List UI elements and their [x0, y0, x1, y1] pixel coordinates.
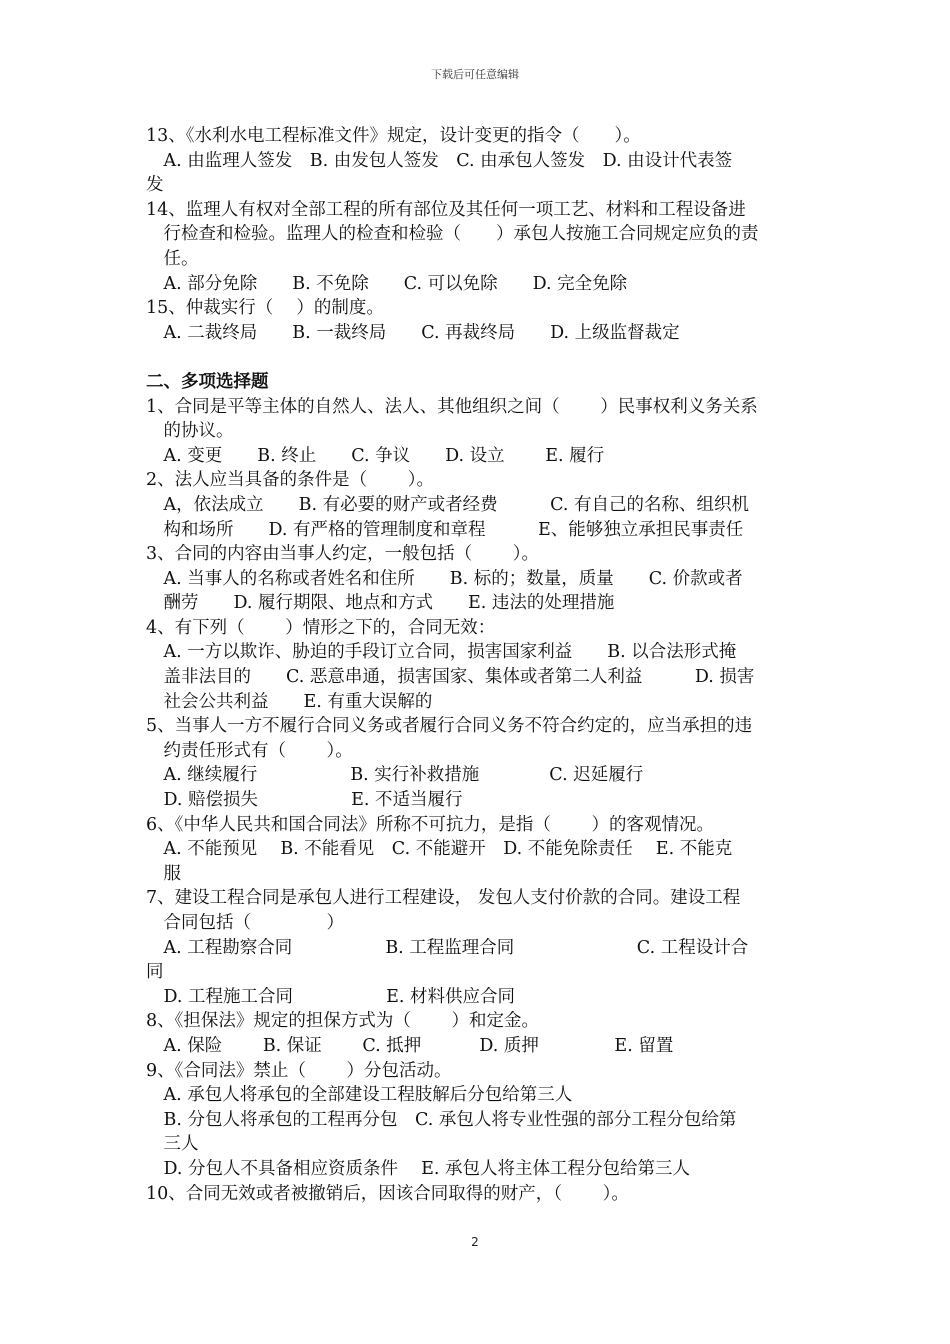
text-line: B. 分包人将承包的工程再分包 C. 承包人将专业性强的部分工程分包给第 — [146, 1109, 737, 1130]
text-line: 3、合同的内容由当事人约定，一般包括（ ）。 — [146, 544, 539, 565]
text-line: 行检查和检验。监理人的检查和检验（ ）承包人按施工合同规定应负的责 — [146, 224, 759, 245]
text-line: 同 — [146, 962, 164, 983]
text-line: 9、《合同法》禁止（ ）分包活动。 — [146, 1060, 452, 1081]
text-line: 2、法人应当具备的条件是（ ）。 — [146, 470, 434, 491]
text-line: A. 承包人将承包的全部建设工程肢解后分包给第三人 — [146, 1085, 573, 1106]
text-line: 4、有下列（ ）情形之下的，合同无效： — [146, 617, 496, 638]
text-line: A. 部分免除 B. 不免除 C. 可以免除 D. 完全免除 — [146, 273, 628, 294]
text-line: 构和场所 D. 有严格的管理制度和章程 E、能够独立承担民事责任 — [146, 519, 744, 540]
section-heading: 二、多项选择题 — [146, 371, 269, 392]
text-line: 15、仲裁实行（ ）的制度。 — [146, 298, 384, 319]
text-line: 13、《水利水电工程标准文件》规定，设计变更的指令（ ）。 — [146, 126, 641, 146]
page-number: 2 — [471, 1235, 479, 1249]
text-line: D. 分包人不具备相应资质条件 E. 承包人将主体工程分包给第三人 — [146, 1158, 690, 1179]
text-line: 酬劳 D. 履行期限、地点和方式 E. 违法的处理措施 — [146, 593, 615, 614]
text-line: A. 一方以欺诈、胁迫的手段订立合同，损害国家利益 B. 以合法形式掩 — [146, 642, 737, 663]
text-line: A. 当事人的名称或者姓名和住所 B. 标的；数量，质量 C. 价款或者 — [146, 568, 743, 589]
text-line: 发 — [146, 175, 164, 196]
text-line: 14、监理人有权对全部工程的所有部位及其任何一项工艺、材料和工程设备进 — [146, 199, 746, 220]
text-line: 7、建设工程合同是承包人进行工程建设， 发包人支付价款的合同。建设工程 — [146, 888, 741, 909]
text-line: D. 赔偿损失 E. 不适当履行 — [146, 790, 463, 811]
blank-line — [146, 345, 810, 370]
text-line: 8、《担保法》规定的担保方式为（ ）和定金。 — [146, 1011, 539, 1032]
text-line: A. 继续履行 B. 实行补救措施 C. 迟延履行 — [146, 765, 644, 786]
text-line: 1、合同是平等主体的自然人、法人、其他组织之间（ ）民事权利义务关系 — [146, 396, 758, 417]
text-line: 服 — [146, 863, 181, 884]
text-line: 6、《中华人民共和国合同法》所称不可抗力，是指（ ）的客观情况。 — [146, 814, 714, 835]
text-line: 社会公共利益 E. 有重大误解的 — [146, 691, 433, 712]
text-line: A. 保险 B. 保证 C. 抵押 D. 质押 E. 留置 — [146, 1035, 674, 1056]
document-body — [146, 124, 810, 1206]
text-line: 的协议。 — [146, 421, 234, 442]
text-line: 10、合同无效或者被撤销后，因该合同取得的财产，（ ）。 — [146, 1183, 629, 1204]
text-line: A. 由监理人签发 B. 由发包人签发 C. 由承包人签发 D. 由设计代表签 — [146, 150, 733, 171]
text-line: A. 二裁终局 B. 一裁终局 C. 再裁终局 D. 上级监督裁定 — [146, 322, 680, 343]
text-line: 三人 — [146, 1134, 199, 1155]
text-line: 约责任形式有（ ）。 — [146, 740, 353, 761]
text-line: 盖非法目的 C. 恶意串通，损害国家、集体或者第二人利益 D. 损害 — [146, 667, 755, 688]
text-line: 任。 — [146, 248, 199, 269]
text-line: A. 变更 B. 终止 C. 争议 D. 设立 E. 履行 — [146, 445, 605, 466]
text-line: A，依法成立 B. 有必要的财产或者经费 C. 有自己的名称、组织机 — [146, 494, 750, 515]
text-line: A. 工程勘察合同 B. 工程监理合同 C. 工程设计合 — [146, 937, 749, 958]
page-header: 下载后可任意编辑 — [431, 68, 519, 81]
text-line: D. 工程施工合同 E. 材料供应合同 — [146, 986, 515, 1007]
text-line: 合同包括（ ） — [146, 913, 345, 933]
text-line: 5、当事人一方不履行合同义务或者履行合同义务不符合约定的，应当承担的违 — [146, 716, 753, 737]
text-line: A. 不能预见 B. 不能看见 C. 不能避开 D. 不能免除责任 E. 不能克 — [146, 839, 733, 860]
